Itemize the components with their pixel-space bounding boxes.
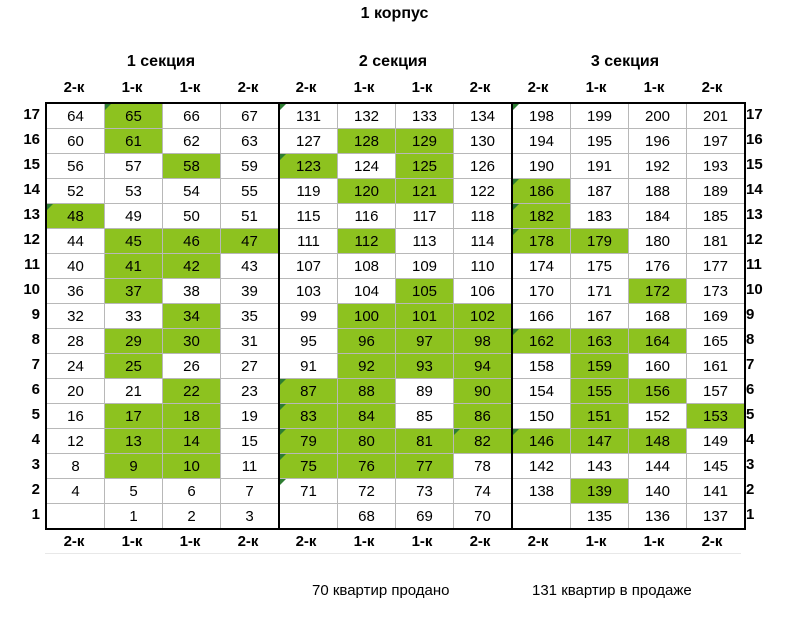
apartment-cell[interactable]: 69 — [396, 504, 454, 530]
floor-row — [46, 379, 745, 404]
floor-row — [46, 304, 745, 329]
apartment-cell[interactable]: 174 — [512, 254, 571, 279]
floor-label: 2 — [31, 481, 40, 498]
apartment-cell[interactable]: 184 — [629, 204, 687, 229]
floor-label: 5 — [746, 406, 755, 423]
apartment-cell[interactable]: 133 — [396, 103, 454, 129]
apartment-cell[interactable]: 68 — [338, 504, 396, 530]
apartment-cell[interactable]: 168 — [629, 304, 687, 329]
apartment-cell[interactable]: 53 — [105, 179, 163, 204]
apartment-cell[interactable]: 115 — [279, 204, 338, 229]
column-header: 1-к — [353, 533, 375, 550]
column-header: 1-к — [353, 79, 375, 96]
apartment-cell[interactable]: 41 — [105, 254, 163, 279]
column-header: 1-к — [643, 79, 665, 96]
apartment-cell[interactable]: 160 — [629, 354, 687, 379]
apartment-cell[interactable]: 150 — [512, 404, 571, 429]
column-header: 2-к — [295, 79, 317, 96]
apartment-cell[interactable]: 49 — [105, 204, 163, 229]
sold-count: 70 квартир продано — [312, 582, 450, 599]
apartment-cell[interactable]: 185 — [687, 204, 746, 229]
apartment-cell[interactable]: 130 — [454, 129, 513, 154]
apartment-cell[interactable]: 19 — [221, 404, 280, 429]
apartment-cell[interactable]: 75 — [279, 454, 338, 479]
apartment-cell[interactable]: 120 — [338, 179, 396, 204]
apartment-cell[interactable]: 143 — [571, 454, 629, 479]
apartment-cell[interactable]: 95 — [279, 329, 338, 354]
column-header: 2-к — [527, 79, 549, 96]
apartment-cell[interactable]: 147 — [571, 429, 629, 454]
apartment-cell[interactable]: 100 — [338, 304, 396, 329]
floor-row — [46, 354, 745, 379]
floor-label: 15 — [746, 156, 763, 173]
apartment-cell[interactable]: 110 — [454, 254, 513, 279]
floor-row — [46, 504, 745, 530]
floor-label: 10 — [23, 281, 40, 298]
floor-label: 13 — [746, 206, 763, 223]
column-header: 1-к — [411, 533, 433, 550]
column-header-top — [45, 78, 741, 98]
apartment-cell[interactable]: 22 — [163, 379, 221, 404]
apartment-cell[interactable]: 28 — [46, 329, 105, 354]
floor-row — [46, 103, 745, 129]
floor-labels-right — [746, 102, 776, 527]
apartment-cell[interactable]: 25 — [105, 354, 163, 379]
apartment-cell[interactable]: 54 — [163, 179, 221, 204]
apartment-cell[interactable]: 77 — [396, 454, 454, 479]
apartment-cell[interactable]: 167 — [571, 304, 629, 329]
column-header: 2-к — [63, 79, 85, 96]
apartment-cell[interactable]: 186 — [512, 179, 571, 204]
apartment-cell[interactable]: 39 — [221, 279, 280, 304]
apartment-cell[interactable]: 121 — [396, 179, 454, 204]
apartment-cell[interactable]: 119 — [279, 179, 338, 204]
apartment-cell[interactable]: 80 — [338, 429, 396, 454]
apartment-cell[interactable]: 122 — [454, 179, 513, 204]
apartment-cell[interactable]: 157 — [687, 379, 746, 404]
apartment-cell[interactable]: 155 — [571, 379, 629, 404]
floor-label: 4 — [31, 431, 40, 448]
apartment-cell[interactable]: 94 — [454, 354, 513, 379]
apartment-cell[interactable]: 37 — [105, 279, 163, 304]
apartment-cell[interactable]: 156 — [629, 379, 687, 404]
apartment-cell[interactable]: 99 — [279, 304, 338, 329]
apartment-cell[interactable]: 58 — [163, 154, 221, 179]
apartment-cell[interactable]: 87 — [279, 379, 338, 404]
apartment-cell[interactable]: 52 — [46, 179, 105, 204]
apartment-cell[interactable]: 132 — [338, 103, 396, 129]
floor-row — [46, 129, 745, 154]
apartment-cell[interactable]: 84 — [338, 404, 396, 429]
apartment-cell[interactable]: 145 — [687, 454, 746, 479]
empty-cell — [512, 504, 571, 530]
empty-cell — [279, 504, 338, 530]
apartment-cell[interactable]: 131 — [279, 103, 338, 129]
apartment-cell[interactable]: 44 — [46, 229, 105, 254]
floor-label: 16 — [746, 131, 763, 148]
apartment-cell[interactable]: 13 — [105, 429, 163, 454]
column-header: 1-к — [179, 533, 201, 550]
apartment-cell[interactable]: 124 — [338, 154, 396, 179]
apartment-cell[interactable]: 199 — [571, 103, 629, 129]
apartment-cell[interactable]: 90 — [454, 379, 513, 404]
column-header: 1-к — [179, 79, 201, 96]
apartment-cell[interactable]: 134 — [454, 103, 513, 129]
apartment-cell[interactable]: 169 — [687, 304, 746, 329]
apartment-cell[interactable]: 107 — [279, 254, 338, 279]
apartment-cell[interactable]: 154 — [512, 379, 571, 404]
apartment-cell[interactable]: 31 — [221, 329, 280, 354]
floor-label: 9 — [31, 306, 40, 323]
floor-row — [46, 404, 745, 429]
floor-label: 4 — [746, 431, 755, 448]
floor-label: 11 — [746, 256, 762, 273]
apartment-cell[interactable]: 64 — [46, 103, 105, 129]
apartment-cell[interactable]: 188 — [629, 179, 687, 204]
apartment-cell[interactable]: 125 — [396, 154, 454, 179]
floor-label: 14 — [746, 181, 763, 198]
apartment-cell[interactable]: 114 — [454, 229, 513, 254]
floor-label: 8 — [31, 331, 40, 348]
apartment-cell[interactable]: 4 — [46, 479, 105, 504]
apartment-cell[interactable]: 163 — [571, 329, 629, 354]
apartment-cell[interactable]: 103 — [279, 279, 338, 304]
floor-labels-left — [10, 102, 40, 527]
apartment-cell[interactable]: 45 — [105, 229, 163, 254]
apartment-cell[interactable]: 97 — [396, 329, 454, 354]
apartment-cell[interactable]: 57 — [105, 154, 163, 179]
apartment-cell[interactable]: 172 — [629, 279, 687, 304]
apartment-cell[interactable]: 171 — [571, 279, 629, 304]
apartment-cell[interactable]: 128 — [338, 129, 396, 154]
apartment-cell[interactable]: 1 — [105, 504, 163, 530]
column-header: 2-к — [295, 533, 317, 550]
apartment-cell[interactable]: 183 — [571, 204, 629, 229]
floor-label: 17 — [746, 106, 763, 123]
column-header: 1-к — [121, 533, 143, 550]
floor-label: 9 — [746, 306, 755, 323]
apartment-cell[interactable]: 179 — [571, 229, 629, 254]
section-2-title: 2 секция — [358, 53, 428, 70]
apartment-cell[interactable]: 106 — [454, 279, 513, 304]
apartment-cell[interactable]: 46 — [163, 229, 221, 254]
apartment-cell[interactable]: 40 — [46, 254, 105, 279]
apartment-cell[interactable]: 116 — [338, 204, 396, 229]
apartment-cell[interactable]: 144 — [629, 454, 687, 479]
apartment-cell[interactable]: 76 — [338, 454, 396, 479]
column-header-bottom — [45, 532, 741, 552]
apartment-cell[interactable]: 83 — [279, 404, 338, 429]
floor-label: 10 — [746, 281, 763, 298]
floor-row — [46, 279, 745, 304]
apartment-cell[interactable]: 60 — [46, 129, 105, 154]
apartment-cell[interactable]: 9 — [105, 454, 163, 479]
apartment-cell[interactable]: 32 — [46, 304, 105, 329]
floor-label: 12 — [746, 231, 763, 248]
apartment-cell[interactable]: 51 — [221, 204, 280, 229]
apartment-cell[interactable]: 193 — [687, 154, 746, 179]
apartment-cell[interactable]: 82 — [454, 429, 513, 454]
empty-cell — [46, 504, 105, 530]
apartment-cell[interactable]: 112 — [338, 229, 396, 254]
apartment-cell[interactable]: 158 — [512, 354, 571, 379]
apartment-cell[interactable]: 118 — [454, 204, 513, 229]
apartment-cell[interactable]: 43 — [221, 254, 280, 279]
column-header: 1-к — [585, 533, 607, 550]
apartment-cell[interactable]: 173 — [687, 279, 746, 304]
apartment-cell[interactable]: 27 — [221, 354, 280, 379]
apartment-cell[interactable]: 198 — [512, 103, 571, 129]
column-header: 2-к — [701, 79, 723, 96]
apartment-cell[interactable]: 181 — [687, 229, 746, 254]
column-header: 2-к — [63, 533, 85, 550]
apartment-cell[interactable]: 200 — [629, 103, 687, 129]
apartment-cell[interactable]: 161 — [687, 354, 746, 379]
apartment-cell[interactable]: 65 — [105, 103, 163, 129]
apartment-cell[interactable]: 47 — [221, 229, 280, 254]
apartment-cell[interactable]: 3 — [221, 504, 280, 530]
apartment-cell[interactable]: 24 — [46, 354, 105, 379]
apartment-cell[interactable]: 113 — [396, 229, 454, 254]
floor-label: 6 — [31, 381, 40, 398]
apartment-cell[interactable]: 55 — [221, 179, 280, 204]
apartment-cell[interactable]: 6 — [163, 479, 221, 504]
apartment-cell[interactable]: 85 — [396, 404, 454, 429]
apartment-cell[interactable]: 190 — [512, 154, 571, 179]
apartment-cell[interactable]: 56 — [46, 154, 105, 179]
floor-label: 1 — [31, 506, 40, 523]
apartment-cell[interactable]: 50 — [163, 204, 221, 229]
apartment-cell[interactable]: 35 — [221, 304, 280, 329]
apartment-cell[interactable]: 159 — [571, 354, 629, 379]
apartment-cell[interactable]: 21 — [105, 379, 163, 404]
apartment-cell[interactable]: 14 — [163, 429, 221, 454]
apartment-cell[interactable]: 162 — [512, 329, 571, 354]
apartment-cell[interactable]: 2 — [163, 504, 221, 530]
apartment-cell[interactable]: 178 — [512, 229, 571, 254]
apartment-cell[interactable]: 111 — [279, 229, 338, 254]
apartment-cell[interactable]: 146 — [512, 429, 571, 454]
apartment-cell[interactable]: 74 — [454, 479, 513, 504]
floor-row — [46, 229, 745, 254]
apartment-cell[interactable]: 196 — [629, 129, 687, 154]
apartment-cell[interactable]: 142 — [512, 454, 571, 479]
floor-label: 2 — [746, 481, 755, 498]
apartment-cell[interactable]: 29 — [105, 329, 163, 354]
apartment-cell[interactable]: 102 — [454, 304, 513, 329]
apartment-cell[interactable]: 88 — [338, 379, 396, 404]
apartment-cell[interactable]: 197 — [687, 129, 746, 154]
apartment-cell[interactable]: 175 — [571, 254, 629, 279]
apartment-cell[interactable]: 201 — [687, 103, 746, 129]
apartment-cell[interactable]: 73 — [396, 479, 454, 504]
apartment-cell[interactable]: 20 — [46, 379, 105, 404]
apartment-cell[interactable]: 139 — [571, 479, 629, 504]
apartment-cell[interactable]: 91 — [279, 354, 338, 379]
page-title: 1 корпус — [360, 5, 429, 22]
floor-label: 5 — [31, 406, 40, 423]
apartment-cell[interactable]: 10 — [163, 454, 221, 479]
apartment-cell[interactable]: 96 — [338, 329, 396, 354]
apartment-cell[interactable]: 152 — [629, 404, 687, 429]
apartment-cell[interactable]: 5 — [105, 479, 163, 504]
apartment-cell[interactable]: 12 — [46, 429, 105, 454]
apartment-cell[interactable]: 127 — [279, 129, 338, 154]
apartment-cell[interactable]: 180 — [629, 229, 687, 254]
apartment-cell[interactable]: 135 — [571, 504, 629, 530]
floor-label: 6 — [746, 381, 755, 398]
column-header: 2-к — [701, 533, 723, 550]
apartment-cell[interactable]: 192 — [629, 154, 687, 179]
apartment-cell[interactable]: 151 — [571, 404, 629, 429]
column-header: 2-к — [469, 533, 491, 550]
apartment-cell[interactable]: 109 — [396, 254, 454, 279]
floor-row — [46, 254, 745, 279]
apartment-cell[interactable]: 93 — [396, 354, 454, 379]
apartment-cell[interactable]: 98 — [454, 329, 513, 354]
apartment-cell[interactable]: 149 — [687, 429, 746, 454]
apartment-cell[interactable]: 18 — [163, 404, 221, 429]
apartment-cell[interactable]: 166 — [512, 304, 571, 329]
apartment-cell[interactable]: 136 — [629, 504, 687, 530]
apartment-cell[interactable]: 67 — [221, 103, 280, 129]
apartment-cell[interactable]: 11 — [221, 454, 280, 479]
column-header: 1-к — [411, 79, 433, 96]
floor-label: 7 — [746, 356, 755, 373]
floor-label: 16 — [23, 131, 40, 148]
apartment-cell[interactable]: 92 — [338, 354, 396, 379]
floor-label: 12 — [23, 231, 40, 248]
floor-row — [46, 454, 745, 479]
column-header: 2-к — [469, 79, 491, 96]
column-header: 2-к — [237, 533, 259, 550]
apartment-cell[interactable]: 61 — [105, 129, 163, 154]
apartment-cell[interactable]: 182 — [512, 204, 571, 229]
apartment-cell[interactable]: 72 — [338, 479, 396, 504]
apartment-cell[interactable]: 48 — [46, 204, 105, 229]
apartment-cell[interactable]: 38 — [163, 279, 221, 304]
apartment-cell[interactable]: 104 — [338, 279, 396, 304]
apartment-cell[interactable]: 164 — [629, 329, 687, 354]
apartment-cell[interactable]: 15 — [221, 429, 280, 454]
apartment-cell[interactable]: 195 — [571, 129, 629, 154]
apartment-cell[interactable]: 71 — [279, 479, 338, 504]
apartment-cell[interactable]: 16 — [46, 404, 105, 429]
apartment-cell[interactable]: 81 — [396, 429, 454, 454]
apartment-cell[interactable]: 148 — [629, 429, 687, 454]
apartment-cell[interactable]: 66 — [163, 103, 221, 129]
apartment-cell[interactable]: 34 — [163, 304, 221, 329]
apartment-cell[interactable]: 176 — [629, 254, 687, 279]
apartment-cell[interactable]: 36 — [46, 279, 105, 304]
apartment-cell[interactable]: 177 — [687, 254, 746, 279]
apartment-cell[interactable]: 101 — [396, 304, 454, 329]
apartment-cell[interactable]: 108 — [338, 254, 396, 279]
apartment-cell[interactable]: 23 — [221, 379, 280, 404]
floor-label: 14 — [23, 181, 40, 198]
floor-label: 1 — [746, 506, 755, 523]
apartment-cell[interactable]: 8 — [46, 454, 105, 479]
apartment-cell[interactable]: 170 — [512, 279, 571, 304]
floor-row — [46, 154, 745, 179]
apartment-cell[interactable]: 165 — [687, 329, 746, 354]
apartment-cell[interactable]: 129 — [396, 129, 454, 154]
floor-label: 3 — [31, 456, 40, 473]
apartment-grid — [45, 102, 746, 530]
apartment-cell[interactable]: 42 — [163, 254, 221, 279]
apartment-cell[interactable]: 62 — [163, 129, 221, 154]
floor-label: 17 — [23, 106, 40, 123]
apartment-cell[interactable]: 63 — [221, 129, 280, 154]
apartment-cell[interactable]: 59 — [221, 154, 280, 179]
apartment-cell[interactable]: 140 — [629, 479, 687, 504]
floor-label: 3 — [746, 456, 755, 473]
apartment-cell[interactable]: 26 — [163, 354, 221, 379]
column-header: 1-к — [121, 79, 143, 96]
apartment-cell[interactable]: 78 — [454, 454, 513, 479]
apartment-cell[interactable]: 30 — [163, 329, 221, 354]
divider — [45, 553, 741, 554]
column-header: 2-к — [527, 533, 549, 550]
apartment-cell[interactable]: 189 — [687, 179, 746, 204]
apartment-cell[interactable]: 17 — [105, 404, 163, 429]
column-header: 2-к — [237, 79, 259, 96]
floor-row — [46, 179, 745, 204]
apartment-cell[interactable]: 194 — [512, 129, 571, 154]
apartment-cell[interactable]: 86 — [454, 404, 513, 429]
floor-row — [46, 479, 745, 504]
floor-label: 7 — [31, 356, 40, 373]
apartment-cell[interactable]: 89 — [396, 379, 454, 404]
floor-row — [46, 204, 745, 229]
apartment-cell[interactable]: 33 — [105, 304, 163, 329]
apartment-cell[interactable]: 153 — [687, 404, 746, 429]
apartment-cell[interactable]: 123 — [279, 154, 338, 179]
apartment-cell[interactable]: 137 — [687, 504, 746, 530]
column-header: 1-к — [585, 79, 607, 96]
apartment-cell[interactable]: 7 — [221, 479, 280, 504]
apartment-cell[interactable]: 138 — [512, 479, 571, 504]
apartment-cell[interactable]: 126 — [454, 154, 513, 179]
apartment-cell[interactable]: 79 — [279, 429, 338, 454]
section-3-title: 3 секция — [590, 53, 660, 70]
apartment-cell[interactable]: 191 — [571, 154, 629, 179]
apartment-cell[interactable]: 105 — [396, 279, 454, 304]
apartment-cell[interactable]: 187 — [571, 179, 629, 204]
floor-label: 13 — [23, 206, 40, 223]
on-sale-count: 131 квартир в продаже — [532, 582, 692, 599]
section-1-title: 1 секция — [126, 53, 196, 70]
floor-label: 8 — [746, 331, 755, 348]
floor-row — [46, 329, 745, 354]
apartment-cell[interactable]: 141 — [687, 479, 746, 504]
column-header: 1-к — [643, 533, 665, 550]
apartment-cell[interactable]: 117 — [396, 204, 454, 229]
floor-row — [46, 429, 745, 454]
apartment-cell[interactable]: 70 — [454, 504, 513, 530]
floor-label: 11 — [24, 256, 40, 273]
floor-label: 15 — [23, 156, 40, 173]
